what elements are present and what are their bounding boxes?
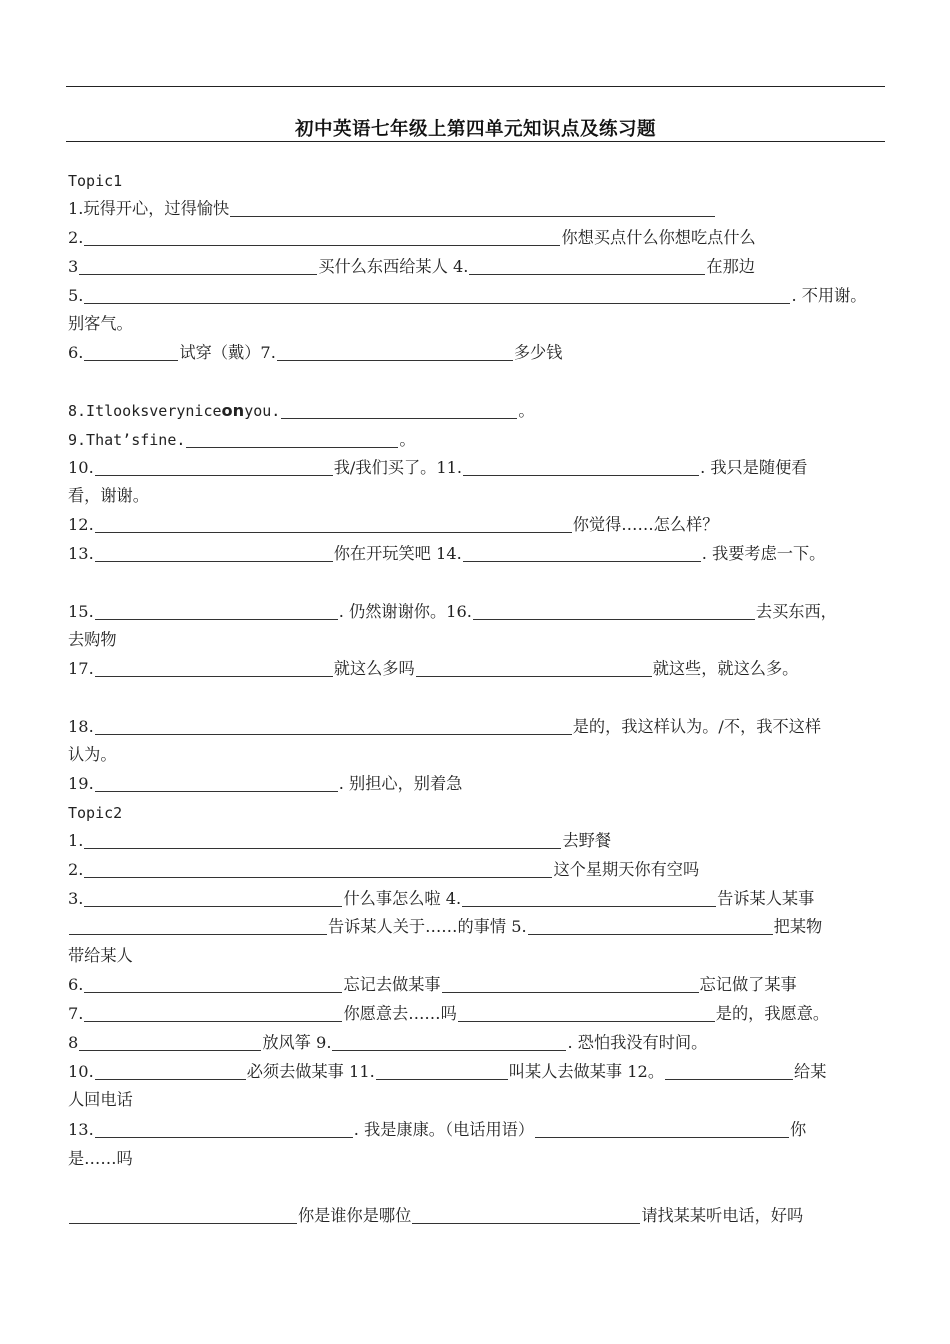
answer-blank[interactable]	[84, 847, 561, 849]
item-number: 18.	[68, 717, 94, 736]
answer-blank[interactable]	[665, 1078, 793, 1080]
prompt: . 别担心，别着急	[338, 774, 463, 793]
answer-blank[interactable]	[84, 302, 790, 304]
topic1-item-5-cont: 别客气。	[68, 314, 133, 333]
prompt: 是的，我愿意。	[715, 1004, 830, 1023]
prompt: 忘记去做某事	[343, 975, 441, 994]
prompt: 你是谁你是哪位	[298, 1206, 412, 1225]
answer-blank[interactable]	[535, 1136, 789, 1138]
top-rule	[66, 86, 885, 87]
item-number: 7.	[68, 1004, 84, 1023]
answer-blank[interactable]	[95, 474, 333, 476]
topic1-item-15-16	[68, 600, 888, 624]
topic2-item-4b-5	[68, 915, 888, 939]
answer-blank[interactable]	[473, 618, 755, 620]
prompt: 买什么东西给某人 4.	[318, 257, 469, 276]
topic1-item-19	[68, 772, 888, 796]
item-number: 3	[68, 257, 79, 276]
item-number: 5.	[68, 286, 84, 305]
prompt: 你愿意去……吗	[343, 1004, 457, 1023]
prompt: 1.玩得开心，过得愉快	[68, 199, 230, 218]
answer-blank[interactable]	[95, 733, 572, 735]
topic1-item-3-4	[68, 255, 888, 279]
answer-blank[interactable]	[84, 905, 342, 907]
answer-blank[interactable]	[186, 446, 398, 448]
topic1-item-12	[68, 513, 888, 537]
prompt: . 我要考虑一下。	[701, 544, 826, 563]
prompt: 你在开玩笑吧 14.	[333, 544, 462, 563]
item-number: 6.	[68, 975, 84, 994]
prompt: . 我只是随便看	[700, 458, 808, 477]
topic1-heading: Topic1	[68, 172, 123, 190]
item-number: 1.	[68, 831, 84, 850]
answer-blank[interactable]	[332, 1049, 566, 1051]
prompt: . 仍然谢谢你。16.	[338, 602, 472, 621]
item-number: 12.	[68, 515, 94, 534]
topic1-item-9	[68, 428, 888, 452]
prompt: 就这么多吗	[333, 659, 415, 678]
item-number: 2.	[68, 228, 84, 247]
topic1-item-13-14	[68, 542, 888, 566]
prompt: . 不用谢。	[791, 286, 867, 305]
answer-blank[interactable]	[84, 1020, 342, 1022]
sentence: 8.Itlooksverynice	[68, 402, 222, 420]
prompt: 把某物	[773, 917, 823, 936]
answer-blank[interactable]	[376, 1078, 508, 1080]
prompt: 你想买点什么你想吃点什么	[561, 228, 756, 247]
item-number: 3.	[68, 889, 84, 908]
item-number: 15.	[68, 602, 94, 621]
answer-blank[interactable]	[95, 1078, 246, 1080]
topic1-item-6-7	[68, 341, 888, 365]
item-number: 2.	[68, 860, 84, 879]
prompt: 给某	[794, 1062, 827, 1081]
prompt: 去野餐	[562, 831, 612, 850]
topic1-item-18-cont: 认为。	[68, 745, 117, 764]
answer-blank[interactable]	[277, 359, 513, 361]
sentence: you.	[244, 402, 281, 420]
prompt: 必须去做某事 11.	[246, 1062, 375, 1081]
answer-blank[interactable]	[95, 531, 572, 533]
item-number: 19.	[68, 774, 94, 793]
prompt: 多少钱	[513, 343, 563, 362]
answer-blank[interactable]	[412, 1222, 640, 1224]
answer-blank[interactable]	[95, 1136, 353, 1138]
topic2-item-1	[68, 829, 888, 853]
answer-blank[interactable]	[79, 273, 317, 275]
topic1-item-17	[68, 657, 888, 681]
answer-blank[interactable]	[84, 244, 560, 246]
prompt: 告诉某人某事	[717, 889, 815, 908]
item-number: 13.	[68, 544, 94, 563]
item-number: 10.	[68, 1062, 94, 1081]
prompt: 你觉得……怎么样？	[572, 515, 719, 534]
topic1-item-8	[68, 399, 888, 423]
topic1-item-16-cont: 去购物	[68, 630, 117, 649]
answer-blank[interactable]	[84, 876, 552, 878]
prompt: 去买东西，	[755, 602, 837, 621]
prompt: 什么事怎么啦 4.	[343, 889, 462, 908]
topic2-item-13	[68, 1118, 888, 1142]
answer-blank[interactable]	[528, 933, 773, 935]
item-number: 10.	[68, 458, 94, 477]
answer-blank[interactable]	[469, 273, 705, 275]
topic2-item-8-9	[68, 1031, 888, 1055]
prompt: 就这些，就这么多。	[652, 659, 799, 678]
topic1-item-11-cont: 看，谢谢。	[68, 486, 149, 505]
topic1-item-18	[68, 715, 888, 739]
answer-blank[interactable]	[95, 675, 333, 677]
prompt: . 恐怕我没有时间。	[567, 1033, 708, 1052]
punct: 。	[518, 401, 535, 420]
item-number: 8	[68, 1033, 79, 1052]
punct: 。	[399, 430, 416, 449]
answer-blank[interactable]	[416, 675, 652, 677]
topic2-item-10-12	[68, 1060, 888, 1084]
answer-blank[interactable]	[463, 474, 699, 476]
item-number: 6.	[68, 343, 84, 362]
prompt: 请找某某听电话，好吗	[641, 1206, 804, 1225]
topic2-item-5-cont: 带给某人	[68, 946, 133, 965]
topic1-item-5	[68, 284, 888, 308]
topic2-item-13-cont: 是……吗	[68, 1149, 133, 1168]
prompt: 你	[790, 1120, 807, 1139]
prompt: 在那边	[706, 257, 755, 276]
answer-blank[interactable]	[463, 560, 701, 562]
prompt: 是的，我这样认为。/不，我不这样	[572, 717, 822, 736]
page-title: 初中英语七年级上第四单元知识点及练习题	[294, 119, 656, 140]
answer-blank[interactable]	[281, 417, 517, 419]
answer-blank[interactable]	[79, 1049, 261, 1051]
topic2-item-6	[68, 973, 888, 997]
topic2-item-12-cont: 人回电话	[68, 1090, 133, 1109]
answer-blank[interactable]	[95, 560, 333, 562]
item-number: 17.	[68, 659, 94, 678]
topic2-item-7	[68, 1002, 888, 1026]
prompt: . 我是康康。（电话用语）	[353, 1120, 535, 1139]
answer-blank[interactable]	[230, 215, 715, 217]
answer-blank[interactable]	[69, 933, 327, 935]
topic1-item-1	[68, 197, 888, 221]
topic2-item-2	[68, 858, 888, 882]
prompt: 放风筝 9.	[262, 1033, 332, 1052]
prompt: 忘记做了某事	[699, 975, 797, 994]
topic2-item-3-4	[68, 887, 888, 911]
topic2-heading: Topic2	[68, 804, 123, 822]
topic1-item-2	[68, 226, 888, 250]
topic2-item-14	[68, 1204, 888, 1228]
answer-blank[interactable]	[95, 618, 338, 620]
prompt: 告诉某人关于……的事情 5.	[328, 917, 527, 936]
prompt: 叫某人去做某事 12。	[508, 1062, 665, 1081]
prompt: 试穿（戴）7.	[179, 343, 276, 362]
prompt: 这个星期天你有空吗	[553, 860, 700, 879]
answer-blank[interactable]	[458, 1020, 715, 1022]
answer-blank[interactable]	[462, 905, 716, 907]
title-rule	[66, 141, 885, 142]
item-number: 13.	[68, 1120, 94, 1139]
answer-blank[interactable]	[95, 790, 338, 792]
sentence-bold-word: on	[221, 401, 245, 420]
answer-blank[interactable]	[69, 1222, 297, 1224]
answer-blank[interactable]	[442, 991, 699, 993]
sentence: 9.That’sfine.	[68, 431, 186, 449]
prompt: 我/我们买了。11.	[333, 458, 463, 477]
topic1-item-10-11	[68, 456, 888, 480]
answer-blank[interactable]	[84, 991, 342, 993]
answer-blank[interactable]	[84, 359, 178, 361]
